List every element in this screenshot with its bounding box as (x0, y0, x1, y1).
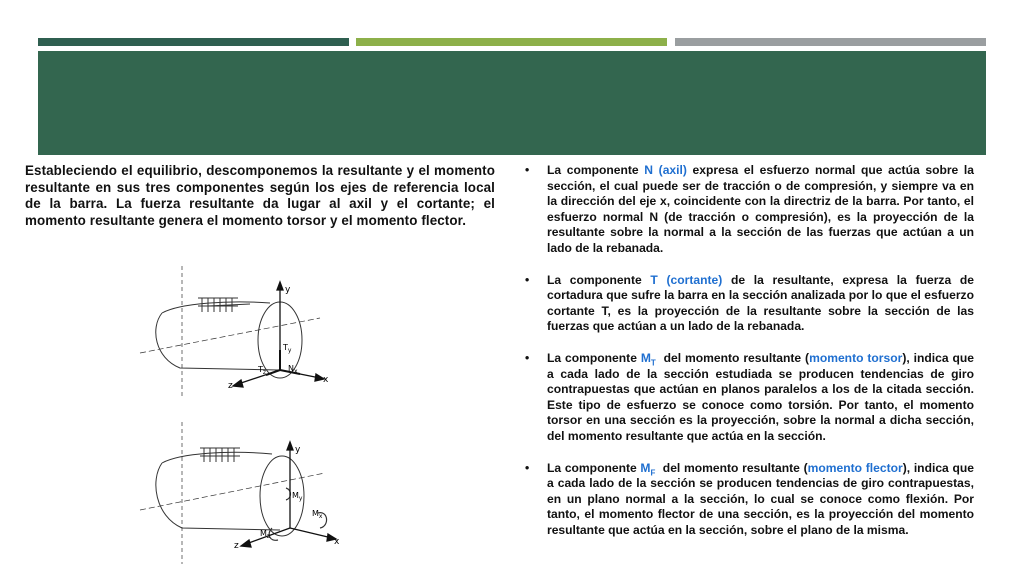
term-flector: momento flector (807, 460, 903, 475)
moments-diagram (120, 418, 350, 568)
accent-bar-green (356, 38, 667, 46)
bullet-mid: del momento resultante ( (655, 460, 808, 475)
svg-text:Mx: $M_x$ (312, 509, 323, 520)
svg-text:z: z (228, 381, 233, 391)
svg-text:y: y (285, 285, 291, 295)
forces-diagram (120, 258, 340, 403)
bullet-lead: La componente (547, 272, 651, 287)
bullet-icon: • (525, 163, 530, 177)
bullet-lead: La componente (547, 163, 645, 177)
list-item-axil (522, 163, 974, 257)
bullet-icon: • (525, 272, 530, 287)
intro-paragraph: Estableciendo el equilibrio, descomponemos la resultante y el momento resultante en sus tres componentes según los ejes de referencia local de la barra. La fuerza resultante da lugar al axil y el cortante; el momento resultante genera el momento torsor y el momento flector. (25, 163, 495, 228)
svg-text:x: x (334, 537, 340, 547)
bullet-lead: La componente (547, 460, 641, 475)
list-item-torsor (522, 351, 974, 445)
bullet-mid: del momento resultante ( (655, 350, 810, 365)
bullet-icon: • (525, 460, 530, 475)
svg-text:Mz: $M_z$ (260, 529, 271, 540)
list-item-cortante (522, 273, 974, 335)
svg-text:Ty: $T_y$ (283, 343, 292, 354)
bullet-text: ), indica que a cada lado de la sección se producen tendencias de giro contrapuestas, en un plano normal a la sección, lo cual se conoce como flexión. Por tanto, el momento flector de una sección, es la proyección del momento resultante que actúa en la sección, sobre el plano de la misma. (547, 460, 974, 537)
bullet-icon: • (525, 350, 530, 365)
accent-bar-dark (38, 38, 349, 46)
svg-text:Nx: $N_x$ (288, 364, 298, 375)
bullet-text: ), indica que a cada lado de la sección estudiada se producen tendencias de giro contrapuestas que actúan en planos paralelos a los de la citada sección. Este tipo de esfuerzo se conoce como torsión. Por tanto, el momento torsor en una sección es la proyección, sobre la normal a dicha sección, del momento resultante que actúa en la sección. (547, 350, 974, 443)
accent-bar-gray (675, 38, 986, 46)
svg-text:z: z (234, 541, 239, 551)
list-item-flector (522, 461, 974, 539)
title-band (38, 51, 986, 155)
symbol-mt: $M_T$ (640, 350, 656, 368)
svg-text:x: x (323, 375, 329, 385)
symbol-mf: $M_F$ (640, 460, 656, 477)
bullet-lead: La componente (547, 350, 641, 365)
svg-text:y: y (295, 445, 301, 455)
components-list (522, 163, 974, 554)
term-torsor: momento torsor (809, 350, 903, 365)
term-cortante: T (cortante) (650, 272, 723, 287)
bullet-text: de la resultante, expresa la fuerza de cortadura que sufre la barra en la sección analizada por lo que el esfuerzo cortante T, es la proyección de la resultante sobre la sección de las fuerzas que actúan a un lado de la rebanada. (547, 272, 975, 334)
term-axil: N (axil) (644, 163, 687, 177)
svg-text:Tz: $T_z$ (258, 365, 267, 376)
bullet-text: expresa el esfuerzo normal que actúa sobre la sección, el cual puede ser de tracción o de compresión, y siempre va en la dirección del eje x, coincidente con la directriz de la barra. Por tanto, el esfuerzo normal N (de tracción o compresión), es la proyección de la resultante sobre la normal a la sección de las fuerzas que actúan a un lado de la rebanada. (547, 163, 975, 255)
svg-text:My: $M_y$ (292, 491, 303, 502)
